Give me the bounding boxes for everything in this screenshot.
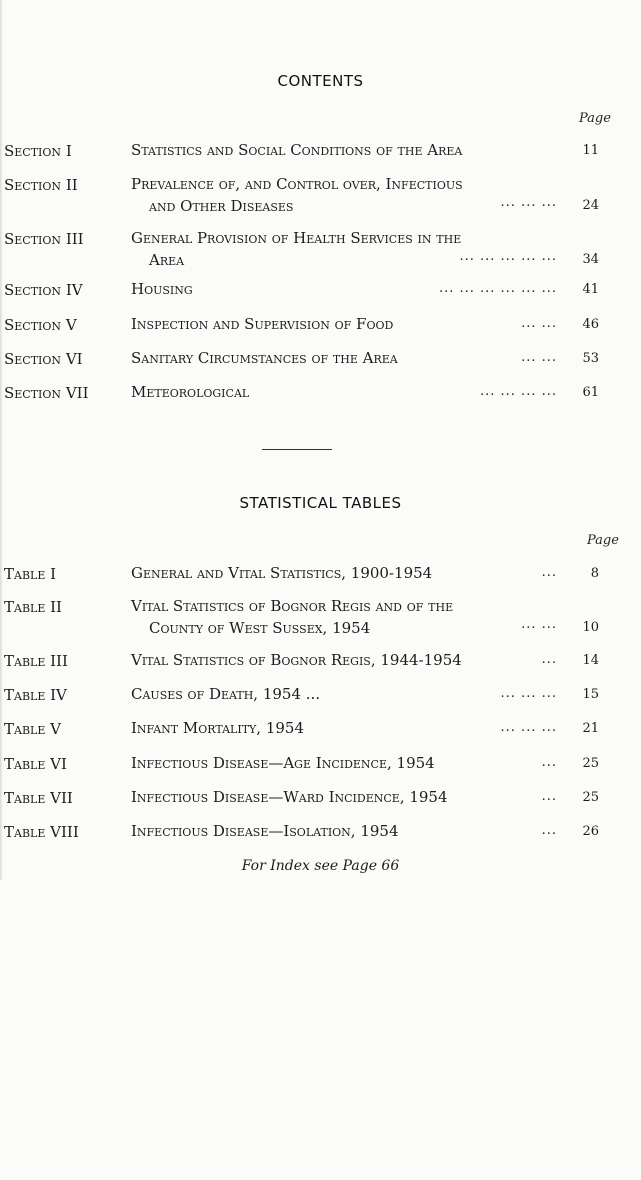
toc-entry-label: Table III	[4, 652, 68, 670]
page-number: 61	[582, 385, 599, 400]
contents-heading: CONTENTS	[277, 72, 364, 90]
toc-entry-title	[131, 752, 435, 774]
toc-entry-title	[131, 683, 320, 705]
page-number: 46	[582, 317, 599, 332]
toc-entry-title	[131, 717, 304, 739]
leader-dots: ... ... ... ... ... ...	[438, 281, 557, 296]
leader-dots: ...	[541, 823, 557, 838]
toc-entry-label: Section I	[4, 142, 72, 160]
leader-dots: ...	[541, 755, 557, 770]
leader-dots: ... ... ... ... ...	[459, 249, 557, 264]
toc-entry-title	[131, 139, 462, 161]
toc-entry-title-line1: Infectious Disease—Isolation, 1954	[131, 822, 399, 840]
toc-entry-title-line1: Housing	[131, 280, 193, 298]
toc-entry-title	[131, 595, 453, 639]
page-number: 34	[582, 252, 599, 267]
toc-entry-title	[131, 820, 399, 842]
toc-entry-title-line1: Prevalence of, and Control over, Infectious	[131, 175, 463, 193]
leader-dots: ... ...	[521, 316, 557, 331]
page-number: 25	[582, 756, 599, 771]
toc-entry-title	[131, 649, 462, 671]
toc-entry-label: Table II	[4, 598, 62, 616]
toc-entry-label: Table IV	[4, 686, 67, 704]
toc-entry-title	[131, 562, 432, 584]
toc-entry-title-line1: Sanitary Circumstances of the Area	[131, 349, 398, 367]
toc-entry-title	[131, 381, 249, 403]
toc-entry-title	[131, 313, 393, 335]
toc-entry-label: Table V	[4, 720, 61, 738]
tables-page-label: Page	[587, 533, 619, 548]
toc-entry-title-line1: General and Vital Statistics, 1900-1954	[131, 564, 433, 582]
page-number: 41	[582, 282, 599, 297]
page-number: 11	[582, 143, 599, 158]
toc-entry-label: Table I	[4, 565, 57, 583]
toc-entry-title	[131, 227, 461, 271]
toc-entry-label: Section VI	[4, 350, 83, 368]
toc-entry-title-line1: Infectious Disease—Age Incidence, 1954	[131, 754, 435, 772]
toc-entry-label: Section VII	[4, 384, 89, 402]
toc-entry-title-line1: Inspection and Supervision of Food	[131, 315, 394, 333]
toc-entry-title	[131, 347, 398, 369]
leader-dots: ...	[541, 652, 557, 667]
toc-entry-label: Section V	[4, 316, 77, 334]
toc-entry-title-line1: Vital Statistics of Bognor Regis, 1944-1954	[131, 651, 462, 669]
toc-entry-title-line1: Causes of Death, 1954 ...	[131, 685, 321, 703]
leader-dots: ... ... ... ...	[480, 384, 557, 399]
toc-entry-label: Section IV	[4, 281, 83, 299]
page-number: 10	[582, 620, 599, 635]
leader-dots: ... ... ...	[500, 195, 557, 210]
leader-dots: ... ... ...	[500, 686, 557, 701]
page-number: 53	[582, 351, 599, 366]
leader-dots: ...	[541, 565, 557, 580]
page-number: 26	[582, 824, 599, 839]
index-footer: For Index see Page 66	[241, 858, 400, 874]
toc-entry-title-line2: and Other Diseases	[149, 197, 294, 215]
toc-entry-title-line1: Statistics and Social Conditions of the Area	[131, 141, 463, 159]
leader-dots: ... ...	[521, 350, 557, 365]
page-number: 15	[582, 687, 599, 702]
page-edge	[0, 0, 3, 880]
page-number: 21	[582, 721, 599, 736]
leader-dots: ...	[541, 789, 557, 804]
tables-heading: STATISTICAL TABLES	[239, 494, 402, 512]
toc-entry-title	[131, 786, 448, 808]
toc-entry-title-line1: Infectious Disease—Ward Incidence, 1954	[131, 788, 448, 806]
leader-dots: ... ...	[521, 617, 557, 632]
toc-entry-label: Table VIII	[4, 823, 79, 841]
toc-entry-title-line1: Meteorological	[131, 383, 250, 401]
toc-entry-title-line1: General Provision of Health Services in the	[131, 229, 462, 247]
toc-entry-title-line1: Vital Statistics of Bognor Regis and of the	[131, 597, 454, 615]
toc-entry-title	[131, 173, 463, 217]
leader-dots: ... ... ...	[500, 720, 557, 735]
contents-page-label: Page	[579, 111, 611, 126]
page-number: 24	[582, 198, 599, 213]
toc-entry-title-line2: County of West Sussex, 1954	[149, 619, 371, 637]
page-number: 25	[582, 790, 599, 805]
toc-entry-title-line2: Area	[149, 251, 185, 269]
toc-entry-label: Table VII	[4, 789, 73, 807]
toc-entry-label: Section III	[4, 230, 84, 248]
toc-entry-label: Table VI	[4, 755, 67, 773]
page-number: 14	[582, 653, 599, 668]
toc-entry-title	[131, 278, 193, 300]
toc-entry-label: Section II	[4, 176, 78, 194]
page-number: 8	[590, 566, 599, 581]
toc-entry-title-line1: Infant Mortality, 1954	[131, 719, 305, 737]
divider-rule	[262, 449, 332, 450]
